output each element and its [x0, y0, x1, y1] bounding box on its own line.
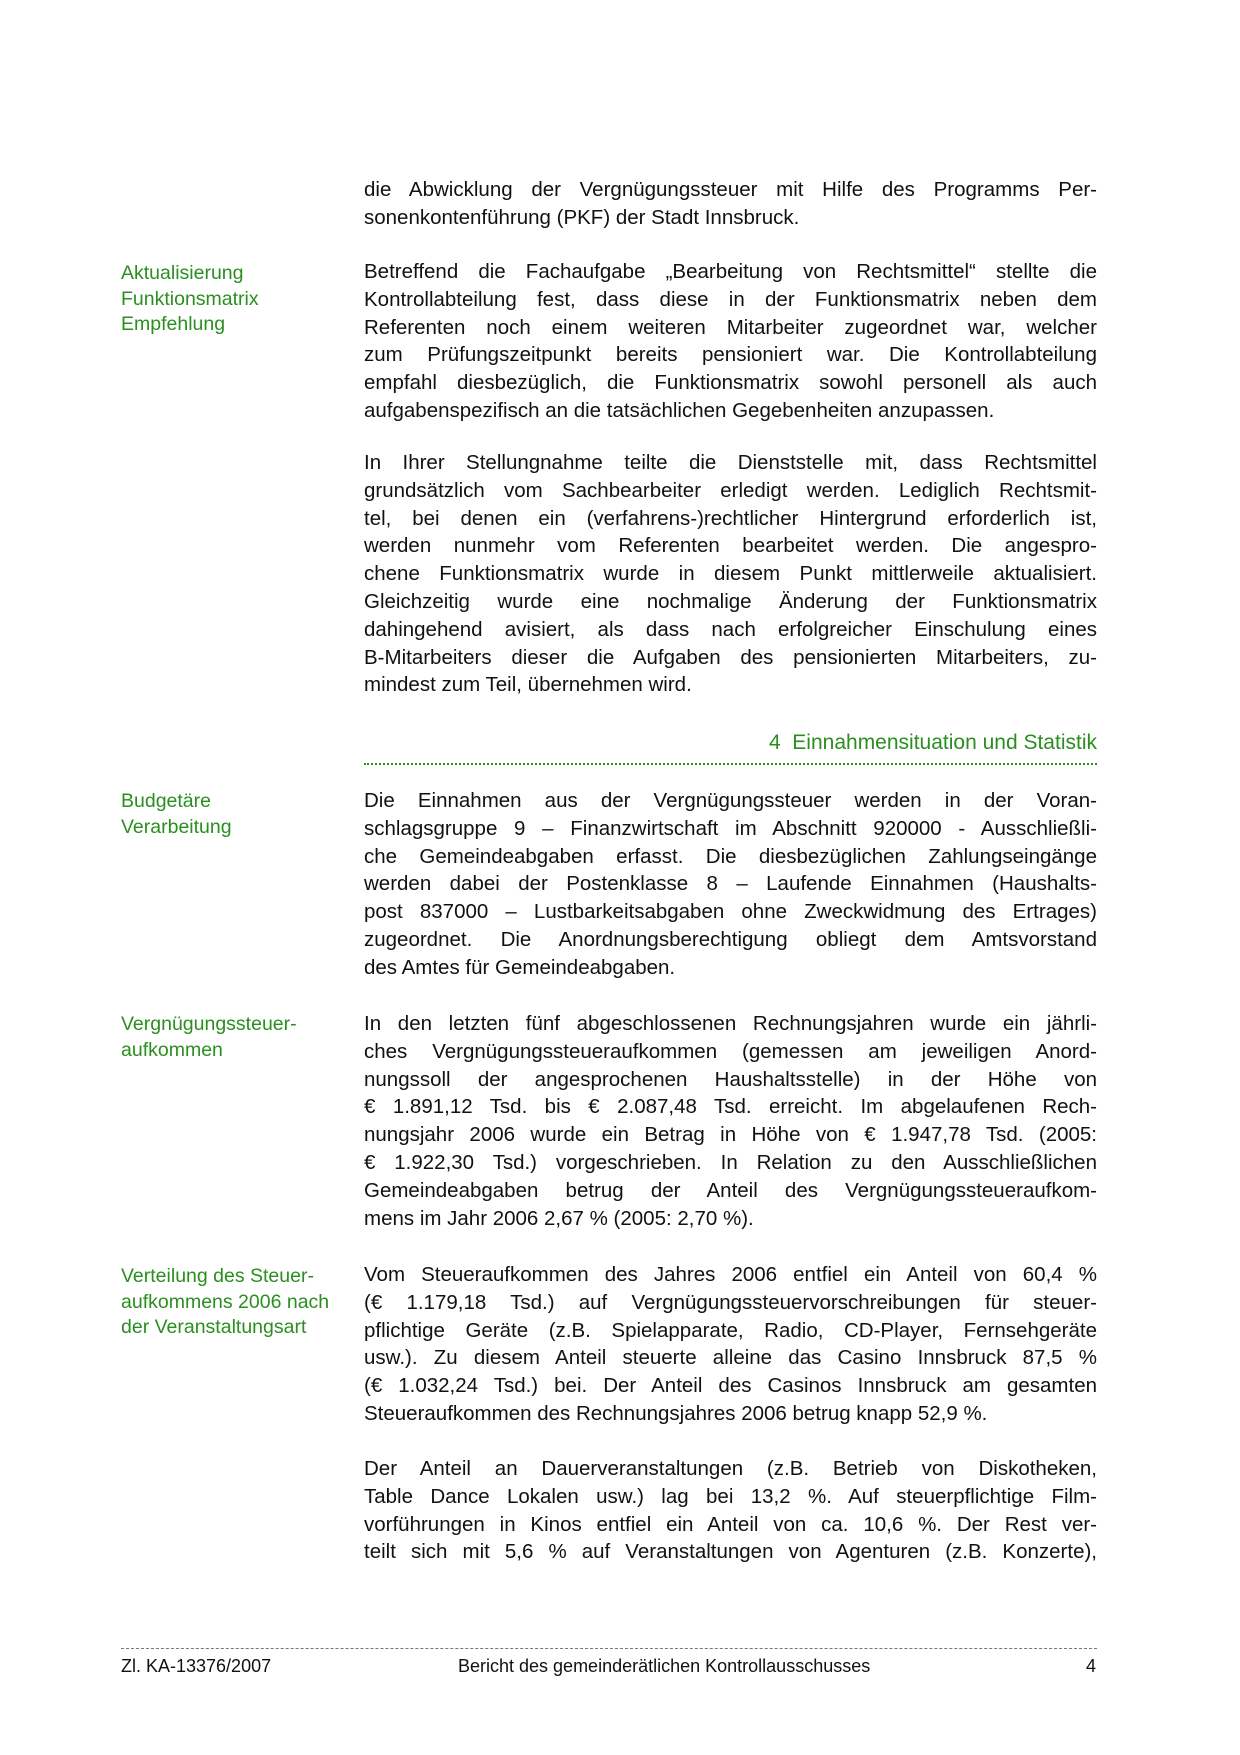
- text-line: werden dabei der Postenklasse 8 – Laufende Einnahmen (Haushalts-: [364, 872, 1097, 896]
- text-line: Gemeindeabgaben betrug der Anteil des Vergnügungssteueraufkom-: [364, 1178, 1097, 1202]
- text-line: tel, bei denen ein (verfahrens-)rechtlicher Hintergrund erforderlich ist,: [364, 506, 1097, 530]
- text-line: usw.). Zu diesem Anteil steuerte alleine das Casino Innsbruck 87,5 %: [364, 1346, 1097, 1370]
- text-line: sonenkontenführung (PKF) der Stadt Innsbruck.: [364, 205, 800, 229]
- footer-divider: [121, 1648, 1097, 1649]
- text-line: aufgabenspezifisch an die tatsächlichen Gegebenheiten anzupassen.: [364, 398, 995, 422]
- text-line: nungsjahr 2006 wurde ein Betrag in Höhe von € 1.947,78 Tsd. (2005:: [364, 1123, 1097, 1147]
- text-line: € 1.922,30 Tsd.) vorgeschrieben. In Relation zu den Ausschließlichen: [364, 1150, 1097, 1174]
- text-line: schlagsgruppe 9 – Finanzwirtschaft im Abschnitt 920000 - Ausschließli-: [364, 816, 1097, 840]
- text-line: Gleichzeitig wurde eine nochmalige Änderung der Funktionsmatrix: [364, 589, 1097, 613]
- text-line: Table Dance Lokalen usw.) lag bei 13,2 %. Auf steuerpflichtige Film-: [364, 1484, 1097, 1508]
- text-line: Referenten noch einem weiteren Mitarbeiter zugeordnet war, welcher: [364, 315, 1097, 339]
- margin-note: [121, 1012, 351, 1063]
- text-line: empfahl diesbezüglich, die Funktionsmatrix sowohl personell als auch: [364, 371, 1097, 395]
- text-line: Der Anteil an Dauerveranstaltungen (z.B. Betrieb von Diskotheken,: [364, 1457, 1097, 1480]
- paragraph: [364, 258, 1097, 425]
- margin-note-line: Verteilung des Steuer-: [121, 1265, 314, 1287]
- paragraph: [364, 449, 1097, 699]
- paragraph: [364, 1010, 1097, 1232]
- text-line: che Gemeindeabgaben erfasst. Die diesbezüglichen Zahlungseingänge: [364, 844, 1097, 868]
- margin-note-line: Aktualisierung: [121, 262, 244, 284]
- margin-note-line: Funktionsmatrix: [121, 287, 259, 310]
- text-line: grundsätzlich vom Sachbearbeiter erledigt werden. Lediglich Rechtsmit-: [364, 478, 1097, 502]
- text-line: pflichtige Geräte (z.B. Spielapparate, Radio, CD-Player, Fernsehgeräte: [364, 1318, 1097, 1342]
- paragraph: [364, 1455, 1097, 1566]
- margin-note-line: Verarbeitung: [121, 815, 232, 838]
- text-line: € 1.891,12 Tsd. bis € 2.087,48 Tsd. erreicht. Im abgelaufenen Rech-: [364, 1095, 1097, 1119]
- text-line: Vom Steueraufkommen des Jahres 2006 entfiel ein Anteil von 60,4 %: [364, 1263, 1097, 1286]
- heading-divider: [364, 763, 1097, 765]
- text-line: In den letzten fünf abgeschlossenen Rechnungsjahren wurde ein jährli-: [364, 1012, 1097, 1035]
- section-heading: 4 Einnahmensituation und Statistik: [768, 731, 1097, 754]
- text-line: nungssoll der angesprochenen Haushaltsstelle) in der Höhe von: [364, 1067, 1097, 1091]
- text-line: ches Vergnügungssteueraufkommen (gemessen am jeweiligen Anord-: [364, 1039, 1097, 1063]
- margin-note: [121, 1264, 351, 1341]
- text-line: vorführungen in Kinos entfiel ein Anteil von ca. 10,6 %. Der Rest ver-: [364, 1512, 1097, 1536]
- text-line: zugeordnet. Die Anordnungsberechtigung obliegt dem Amtsvorstand: [364, 927, 1097, 951]
- text-line: post 837000 – Lustbarkeitsabgaben ohne Zweckwidmung des Ertrages): [364, 900, 1097, 924]
- text-line: mens im Jahr 2006 2,67 % (2005: 2,70 %).: [364, 1206, 754, 1230]
- text-line: des Amtes für Gemeindeabgaben.: [364, 955, 676, 979]
- text-line: B-Mitarbeiters dieser die Aufgaben des pensionierten Mitarbeiters, zu-: [364, 645, 1097, 669]
- text-line: dahingehend avisiert, als dass nach erfolgreicher Einschulung eines: [364, 617, 1097, 641]
- text-line: (€ 1.032,24 Tsd.) bei. Der Anteil des Casinos Innsbruck am gesamten: [364, 1374, 1097, 1398]
- text-line: werden nunmehr vom Referenten bearbeitet werden. Die angespro-: [364, 534, 1097, 558]
- paragraph: [364, 176, 1097, 232]
- text-line: In Ihrer Stellungnahme teilte die Dienststelle mit, dass Rechtsmittel: [364, 451, 1097, 474]
- text-line: zum Prüfungszeitpunkt bereits pensioniert war. Die Kontrollabteilung: [364, 343, 1097, 367]
- text-line: (€ 1.179,18 Tsd.) auf Vergnügungssteuervorschreibungen für steuer-: [364, 1290, 1097, 1314]
- text-line: Steueraufkommen des Rechnungsjahres 2006 betrug knapp 52,9 %.: [364, 1401, 988, 1425]
- text-line: Die Einnahmen aus der Vergnügungssteuer werden in der Voran-: [364, 789, 1097, 812]
- footer-reference: Zl. KA-13376/2007: [121, 1656, 272, 1676]
- margin-note: [121, 789, 351, 840]
- text-line: die Abwicklung der Vergnügungssteuer mit Hilfe des Programms Per-: [364, 178, 1097, 201]
- margin-note: [121, 261, 351, 338]
- margin-note-line: aufkommens 2006 nach: [121, 1290, 330, 1313]
- margin-note-line: aufkommen: [121, 1038, 223, 1061]
- footer-title: Bericht des gemeinderätlichen Kontrollausschusses: [458, 1656, 871, 1676]
- text-line: mindest zum Teil, übernehmen wird.: [364, 673, 692, 697]
- text-line: Betreffend die Fachaufgabe „Bearbeitung von Rechtsmittel“ stellte die: [364, 260, 1097, 283]
- text-line: teilt sich mit 5,6 % auf Veranstaltungen von Agenturen (z.B. Konzerte),: [364, 1540, 1097, 1564]
- margin-note-line: Empfehlung: [121, 313, 226, 335]
- paragraph: [364, 787, 1097, 982]
- text-line: Kontrollabteilung fest, dass diese in der Funktionsmatrix neben dem: [364, 287, 1097, 311]
- paragraph: [364, 1261, 1097, 1428]
- margin-note-line: Budgetäre: [121, 790, 211, 812]
- margin-note-line: Vergnügungssteuer-: [121, 1013, 297, 1035]
- page-number: 4: [1086, 1656, 1097, 1676]
- text-line: chene Funktionsmatrix wurde in diesem Punkt mittlerweile aktualisiert.: [364, 562, 1097, 586]
- margin-note-line: der Veranstaltungsart: [121, 1316, 307, 1338]
